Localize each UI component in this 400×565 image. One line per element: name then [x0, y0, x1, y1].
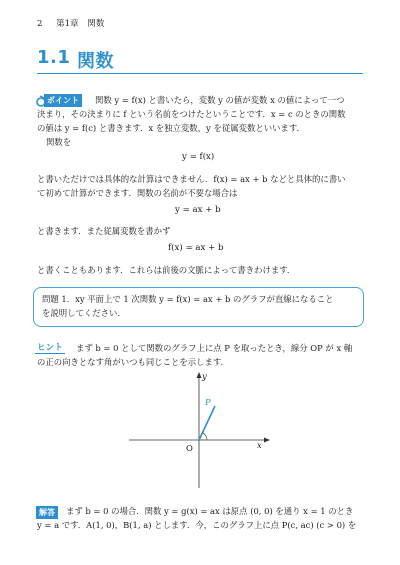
problem-line-1: 問題 1．xy 平面上で 1 次関数 y = f(x) = ax + b のグラフが直線になること	[42, 294, 334, 304]
answer-line-2: y = a です．A(1, 0)，B(1, a) とします．今，このグラフ上に点 P(c, ac) (c > 0) を	[37, 520, 357, 530]
hint-label: ヒント	[37, 343, 63, 353]
segment-op	[199, 406, 215, 440]
equation-3: f(x) = ax + b	[168, 243, 224, 253]
point-tag: ポイント	[44, 94, 82, 107]
problem-line-2: を説明してください．	[42, 308, 126, 318]
section-title: 関数	[77, 51, 114, 72]
point-line-6: て初めて計算ができます．関数の名前が不要な場合は	[37, 188, 238, 198]
y-axis-label: y	[202, 371, 207, 381]
point-line-7: と書きます．また従属変数を書かず	[37, 226, 171, 236]
x-axis-label: x	[257, 440, 262, 450]
point-line-4: 関数を	[46, 137, 72, 147]
equation-1: y = f(x)	[182, 152, 215, 162]
origin-label: O	[186, 443, 193, 453]
point-line-3: の値は y = f(c) と書きます．x を独立変数，y を従属変数といいます．	[37, 123, 305, 133]
equation-2: y = ax + b	[175, 205, 221, 215]
point-line-2: 決まり，その決まりに f という名前をつけたということです．x = c のときの関数	[37, 109, 346, 119]
running-header-chapter: 第1章 関数	[56, 19, 105, 29]
point-p-label: P	[205, 397, 211, 407]
point-line-1: 関数 y = f(x) と書いたら，変数 y の値が変数 x の値によって一つ	[95, 95, 345, 105]
x-axis-arrow	[264, 438, 270, 443]
answer-line-1: まず b = 0 の場合．関数 y = g(x) = ax は原点 (0, 0) を通り x = 1 のとき	[66, 506, 354, 516]
answer-label: 解答	[36, 506, 58, 519]
angle-arc	[202, 433, 207, 440]
point-line-5: と書いただけでは具体的な計算はできません．f(x) = ax + b などと具体的に書い	[37, 174, 346, 184]
point-line-8: と書くこともあります．これらは前後の文脈によって書きわけます．	[37, 265, 296, 275]
section-number: 1.1	[37, 47, 71, 68]
coordinate-figure	[125, 370, 275, 490]
page-number: 2	[37, 19, 43, 29]
hint-line-2: の正の向きとなす角がいつも同じことを示します．	[37, 357, 229, 367]
hint-line-1: まず b = 0 として関数のグラフ上に点 P を取ったとき，線分 OP が x 軸	[76, 343, 353, 353]
y-axis-arrow	[197, 372, 202, 378]
section-title-rule	[37, 73, 363, 74]
